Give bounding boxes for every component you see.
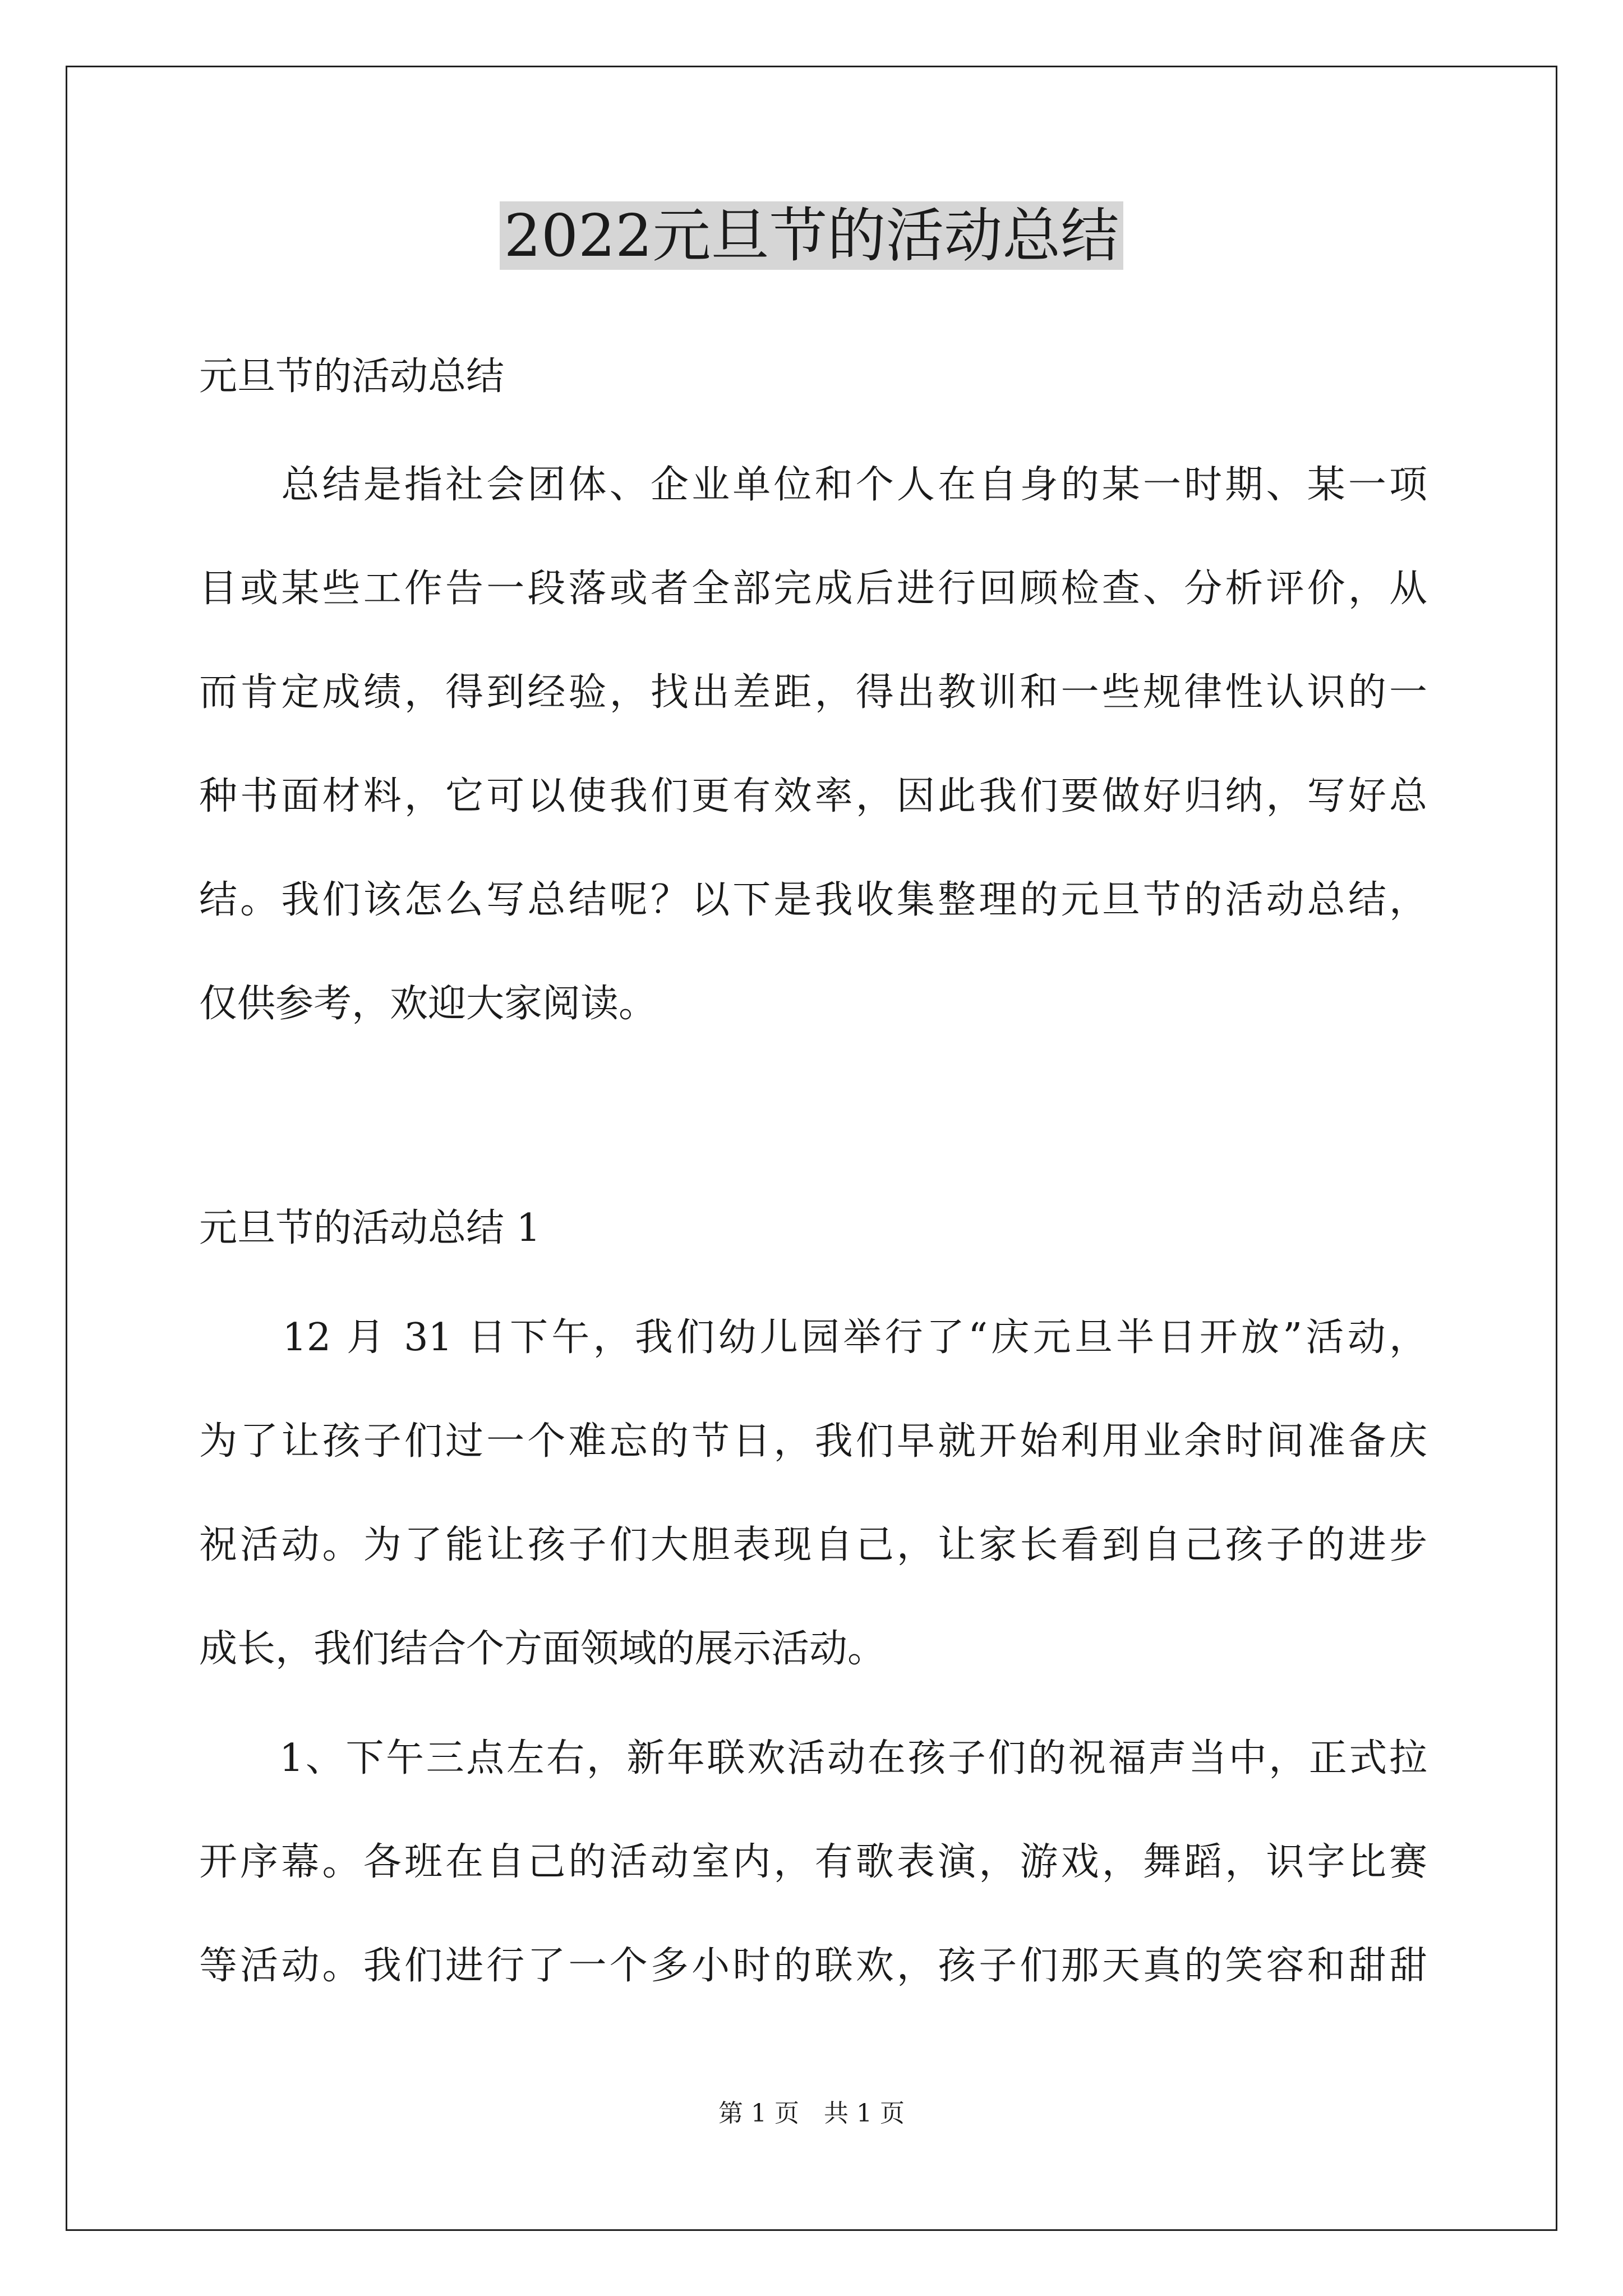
paragraph-line: 祝活动。为了能让孩子们大胆表现自己，让家长看到自己孩子的进步 (199, 1523, 1427, 1567)
section-heading: 元旦节的活动总结 1 (199, 1206, 541, 1250)
document-title (0, 194, 1623, 278)
paragraph-line: 等活动。我们进行了一个多小时的联欢，孩子们那天真的笑容和甜甜 (199, 1944, 1427, 1988)
intro-line: 结。我们该怎么写总结呢？以下是我收集整理的元旦节的活动总结， (199, 878, 1427, 922)
document-title-text: 2022元旦节的活动总结 (500, 201, 1124, 270)
paragraph-line: 为了让孩子们过一个难忘的节日，我们早就开始利用业余时间准备庆 (199, 1419, 1427, 1464)
intro-line: 总结是指社会团体、企业单位和个人在自身的某一时期、某一项 (199, 463, 1427, 507)
paragraph-line: 开序幕。各班在自己的活动室内，有歌表演，游戏，舞蹈，识字比赛 (199, 1840, 1427, 1884)
intro-line: 仅供参考，欢迎大家阅读。 (199, 982, 657, 1026)
intro-line: 目或某些工作告一段落或者全部完成后进行回顾检查、分析评价，从 (199, 567, 1427, 611)
intro-line: 而肯定成绩，得到经验，找出差距，得出教训和一些规律性认识的一 (199, 670, 1427, 715)
paragraph-line: 成长，我们结合个方面领域的展示活动。 (199, 1627, 886, 1671)
paragraph-line: 1、下午三点左右，新年联欢活动在孩子们的祝福声当中，正式拉 (199, 1736, 1427, 1780)
document-subtitle: 元旦节的活动总结 (199, 355, 505, 399)
intro-line: 种书面材料，它可以使我们更有效率，因此我们要做好归纳，写好总 (199, 774, 1427, 818)
paragraph-line: 12 月 31 日下午，我们幼儿园举行了“庆元旦半日开放”活动， (199, 1315, 1427, 1360)
page-footer: 第 1 页 共 1 页 (718, 2099, 905, 2128)
